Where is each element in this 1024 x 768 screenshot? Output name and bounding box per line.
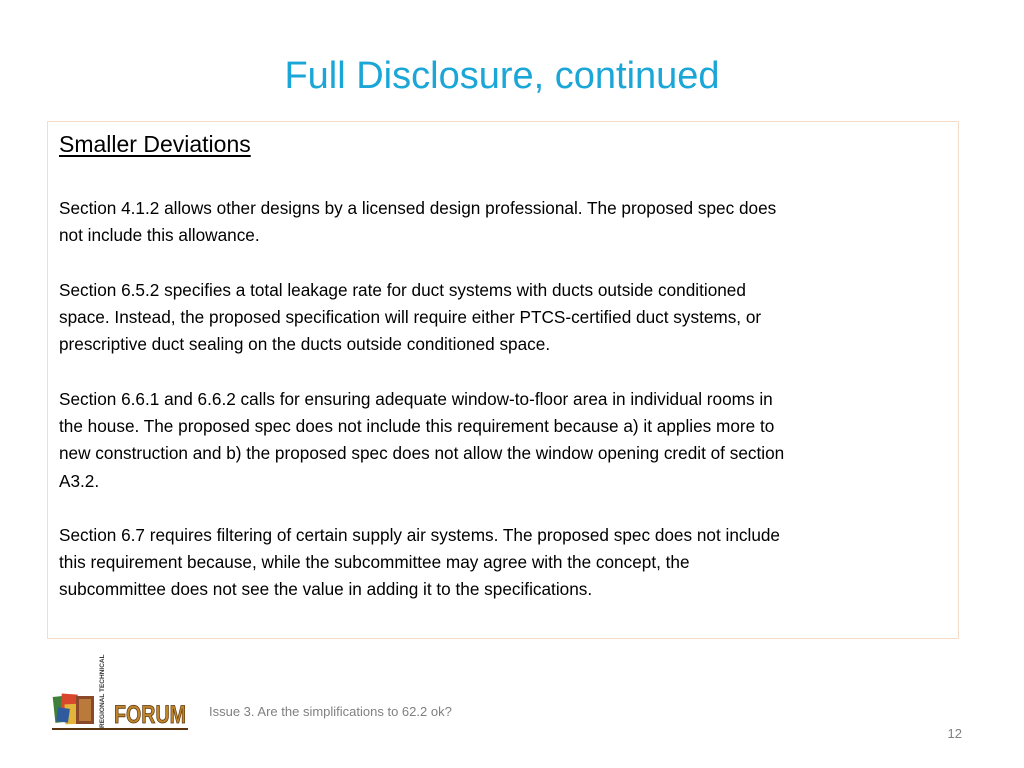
rtf-forum-logo bbox=[52, 654, 188, 732]
paragraph-section-6-6: Section 6.6.1 and 6.6.2 calls for ensuring adequate window-to-floor area in individual rooms in the house. The proposed spec does not include this requirement because a) it applies more to new construction and b) the proposed spec does not allow the window opening credit of section A3.2. bbox=[59, 389, 785, 491]
logo-side-text: REGIONAL TECHNICAL bbox=[99, 654, 106, 728]
logo-collage-icon bbox=[53, 693, 94, 724]
slide-title: Full Disclosure, continued bbox=[284, 55, 720, 97]
paragraph-section-6-7: Section 6.7 requires filtering of certain supply air systems. The proposed spec does not include this requirement because, while the subcommittee may agree with the concept, the subcommittee does not see the value in adding it to the specifications. bbox=[59, 525, 780, 600]
section-heading: Smaller Deviations bbox=[59, 131, 251, 157]
page-number: 12 bbox=[947, 726, 962, 741]
paragraph-section-6-5-2: Section 6.5.2 specifies a total leakage rate for duct systems with ducts outside conditioned space. Instead, the proposed specification will require either PTCS-certified duct systems, or prescriptive duct sealing on the ducts outside conditioned space. bbox=[59, 280, 762, 355]
footer-note: Issue 3. Are the simplifications to 62.2 ok? bbox=[209, 704, 452, 719]
content-box bbox=[47, 121, 959, 639]
logo-forum-text: FORUM bbox=[114, 701, 186, 729]
paragraph-section-4-1-2: Section 4.1.2 allows other designs by a licensed design professional. The proposed spec does not include this allowance. bbox=[59, 198, 777, 246]
